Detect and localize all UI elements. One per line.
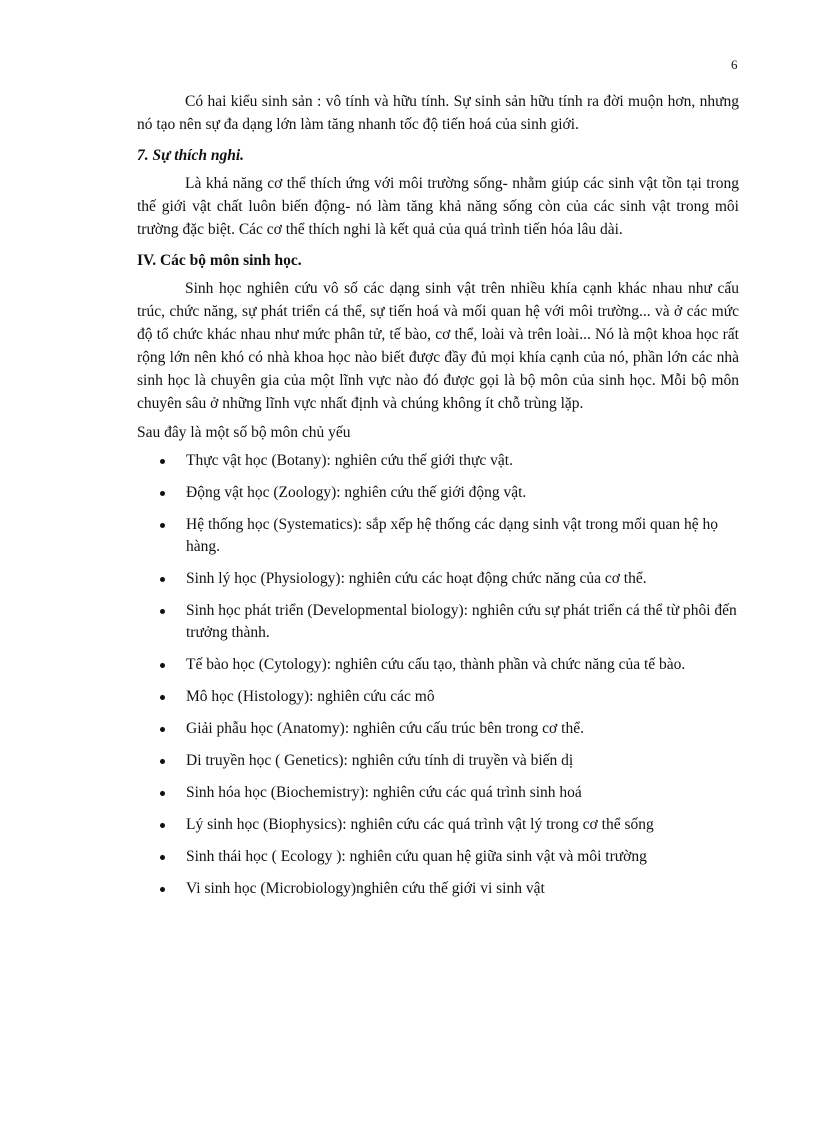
page-number: 6 <box>731 57 738 72</box>
list-item-text: Vi sinh học (Microbiology)nghiên cứu thế giới vi sinh vật <box>186 880 545 897</box>
list-item-text: Lý sinh học (Biophysics): nghiên cứu các quá trình vật lý trong cơ thể sống <box>186 816 654 833</box>
list-item-text: Giải phẫu học (Anatomy): nghiên cứu cấu trúc bên trong cơ thể. <box>186 720 584 737</box>
list-item <box>137 514 739 558</box>
paragraph-adaptation: Là khả năng cơ thể thích ứng với môi trường sống- nhằm giúp các sinh vật tồn tại trong thế giới vật chất luôn biến động- nó làm tăng khả năng sống còn của các sinh vật trong môi trường đặc biệt. Các cơ thể thích nghi là kết quả của quá trình tiến hóa lâu dài. <box>137 175 739 238</box>
heading-biology-disciplines: IV. Các bộ môn sinh học. <box>137 252 302 269</box>
list-item <box>137 482 739 504</box>
disciplines-list <box>137 450 739 900</box>
list-item <box>137 568 739 590</box>
bullet-icon <box>160 727 165 732</box>
list-item <box>137 450 739 472</box>
bullet-icon <box>160 577 165 582</box>
list-item <box>137 600 739 644</box>
bullet-icon <box>160 855 165 860</box>
list-item-text: Thực vật học (Botany): nghiên cứu thế giới thực vật. <box>186 452 513 469</box>
bullet-icon <box>160 609 165 614</box>
bullet-icon <box>160 759 165 764</box>
page-content <box>137 90 739 910</box>
list-item-text: Sinh hóa học (Biochemistry): nghiên cứu các quá trình sinh hoá <box>186 784 582 801</box>
bullet-icon <box>160 523 165 528</box>
heading-adaptation: 7. Sự thích nghi. <box>137 147 245 164</box>
bullet-icon <box>160 887 165 892</box>
list-item <box>137 878 739 900</box>
list-item-text: Hệ thống học (Systematics): sắp xếp hệ thống các dạng sinh vật trong mối quan hệ họ hàng. <box>186 516 719 555</box>
list-item-text: Sinh thái học ( Ecology ): nghiên cứu quan hệ giữa sinh vật và môi trường <box>186 848 647 865</box>
list-item-text: Động vật học (Zoology): nghiên cứu thế giới động vật. <box>186 484 527 501</box>
bullet-icon <box>160 791 165 796</box>
list-item-text: Di truyền học ( Genetics): nghiên cứu tính di truyền và biến dị <box>186 752 574 769</box>
list-item <box>137 750 739 772</box>
list-item <box>137 782 739 804</box>
bullet-icon <box>160 663 165 668</box>
list-item-text: Mô học (Histology): nghiên cứu các mô <box>186 688 435 705</box>
list-item <box>137 718 739 740</box>
list-item <box>137 654 739 676</box>
bullet-icon <box>160 491 165 496</box>
list-item <box>137 686 739 708</box>
paragraph-section-intro: Sinh học nghiên cứu vô số các dạng sinh vật trên nhiều khía cạnh khác nhau như cấu trúc, chức năng, sự phát triển cá thể, sự tiến hoá và mối quan hệ với môi trường... và ở các mức độ tổ chức khác nhau như mức phân tử, tế bào, cơ thể, loài và trên loài... Nó là một khoa học rất rộng lớn nên khó có nhà khoa học nào biết được đầy đủ mọi khía cạnh của nó, phần lớn các nhà sinh học là chuyên gia của một lĩnh vực nào đó được gọi là bộ môn của sinh học. Mỗi bộ môn chuyên sâu ở những lĩnh vực nhất định và chúng không ít chỗ trùng lặp. <box>137 280 739 412</box>
list-item <box>137 846 739 868</box>
bullet-icon <box>160 823 165 828</box>
list-item-text: Tế bào học (Cytology): nghiên cứu cấu tạo, thành phần và chức năng của tế bào. <box>186 656 686 673</box>
paragraph-list-lead: Sau đây là một số bộ môn chủ yếu <box>137 424 351 441</box>
list-item-text: Sinh lý học (Physiology): nghiên cứu các hoạt động chức năng của cơ thể. <box>186 570 647 587</box>
paragraph-reproduction: Có hai kiểu sinh sản : vô tính và hữu tính. Sự sinh sản hữu tính ra đời muộn hơn, nhưng nó tạo nên sự đa dạng lớn làm tăng nhanh tốc độ tiến hoá của sinh giới. <box>137 93 739 133</box>
list-item-text: Sinh học phát triển (Developmental biology): nghiên cứu sự phát triển cá thể từ phôi đến trưởng thành. <box>186 602 737 641</box>
list-item <box>137 814 739 836</box>
bullet-icon <box>160 459 165 464</box>
bullet-icon <box>160 695 165 700</box>
